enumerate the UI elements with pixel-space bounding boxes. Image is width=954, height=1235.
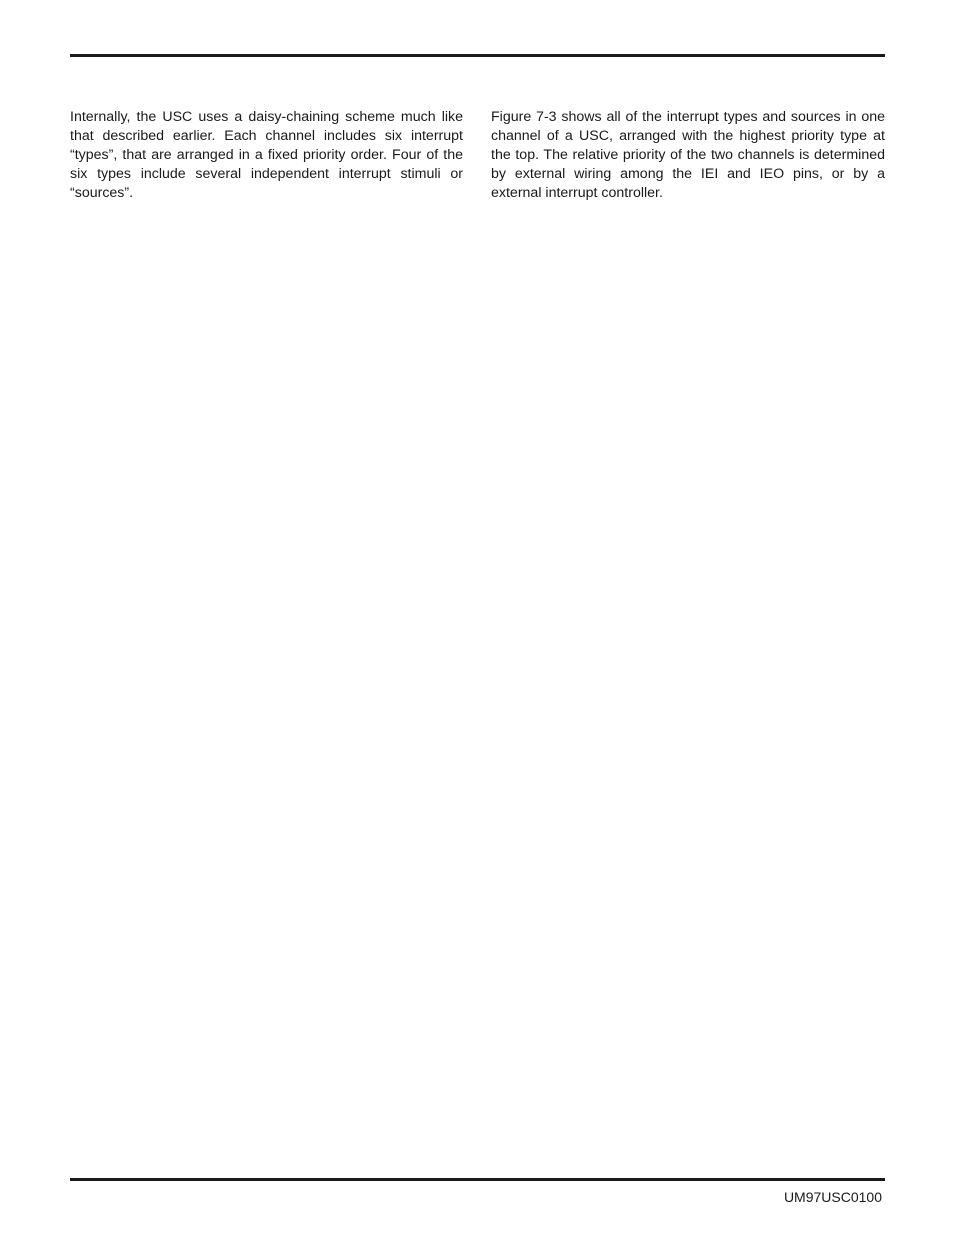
right-column bbox=[491, 108, 885, 203]
footer-rule bbox=[70, 1178, 885, 1181]
left-paragraph: Internally, the USC uses a daisy-chaining scheme much like that described earlier. Each channel includes six interrupt “types”, that are arranged in a fixed priority order. Four of the six types include several independent interrupt stimuli or “sources”. bbox=[70, 109, 463, 201]
right-paragraph: Figure 7-3 shows all of the interrupt types and sources in one channel of a USC, arranged with the highest priority type at the top. The relative priority of the two channels is determined by external wiring among the IEI and IEO pins, or by a external interrupt controller. bbox=[491, 109, 885, 201]
document-id: UM97USC0100 bbox=[783, 1189, 882, 1205]
header-rule bbox=[70, 54, 885, 57]
left-column bbox=[70, 108, 463, 203]
